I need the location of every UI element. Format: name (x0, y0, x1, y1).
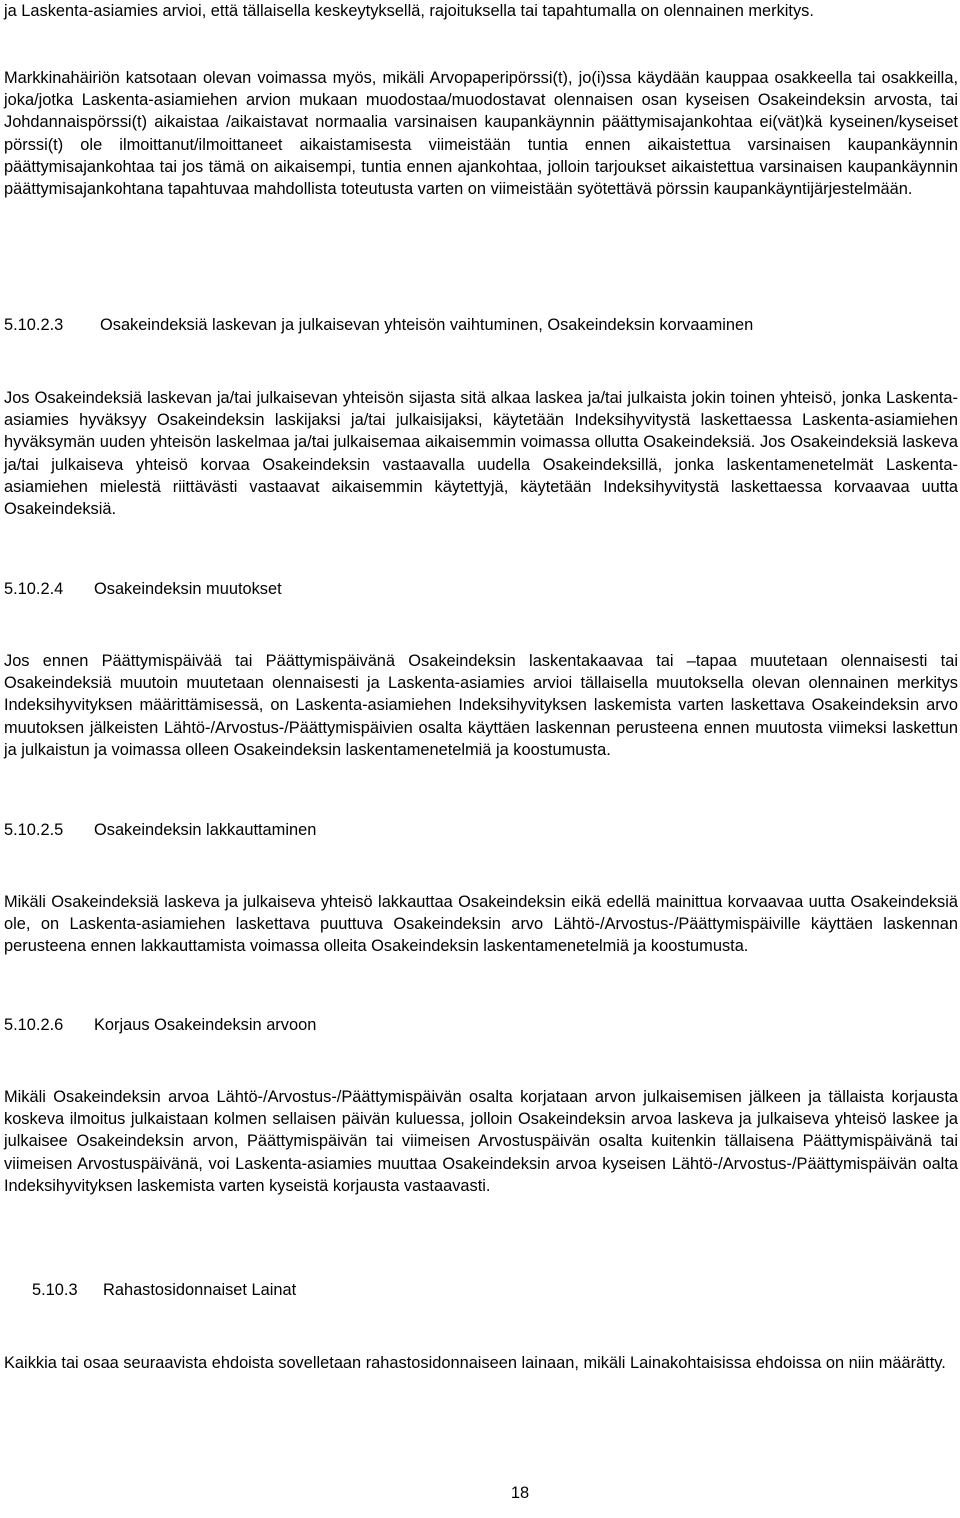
body-paragraph: Markkinahäiriön katsotaan olevan voimassa myös, mikäli Arvopaperipörssi(t), jo(i)ssa käydään kauppaa osakkeella tai osakkeilla, joka/jotka Laskenta-asiamiehen arvion mukaan muodostaa/muodostavat olennaisen osan kyseisen Osakeindeksin arvosta, tai Johdannaispörssi(t) aikaistaa /aikaistavat normaalia varsinaisen kaupankäynnin päättymisajankohtaa ei(vät)kä kyseinen/kyseiset pörssi(t) ole ilmoittanut/ilmoittaneet aikaistamisesta viimeistään tuntia ennen aikaistettua varsinaisen kaupankäynnin päättymisajankohtaa tai jos tämä on aikaisempi, tuntia ennen ajankohtaa, jolloin tarjoukset aikaistettua varsinaisen kaupankäynnin päättymisajankohtana tapahtuvaa mahdollista toteutusta varten on viimeistään syötettävä pörssin kaupankäyntijärjestelmään. (4, 69, 958, 199)
body-paragraph: Kaikkia tai osaa seuraavista ehdoista sovelletaan rahastosidonnaiseen lainaan, mikäli Lainakohtaisissa ehdoissa on niin määrätty. (4, 1354, 946, 1372)
section-title: Osakeindeksin lakkauttaminen (94, 821, 317, 839)
body-paragraph: Jos ennen Päättymispäivää tai Päättymispäivänä Osakeindeksin laskentakaavaa tai –tapaa muutetaan olennaisesti tai Osakeindeksiä muutoin muutetaan olennaisesti ja Laskenta-asiamies arvioi tällaisella muutoksella olevan olennainen merkitys Indeksihyvityksen määrittämisessä, on Laskenta-asiamiehen Indeksihyvityksen laskemista varten laskettava Osakeindeksin arvo muutoksen jälkeisten Lähtö-/Arvostus-/Päättymispäivien osalta käyttäen laskennan perusteena ennen muutosta viimeksi laskettun ja julkaistun ja voimassa olleen Osakeindeksin laskentamenetelmiä ja koostumusta. (4, 652, 958, 759)
section-title: Osakeindeksin muutokset (94, 580, 282, 598)
section-number: 5.10.2.3 (4, 316, 64, 334)
section-number: 5.10.2.6 (4, 1016, 64, 1034)
section-number: 5.10.2.4 (4, 580, 64, 598)
section-heading (4, 819, 316, 841)
section-title: Rahastosidonnaiset Lainat (103, 1281, 297, 1299)
section-heading (32, 1279, 296, 1301)
section-number: 5.10.2.5 (4, 821, 64, 839)
section-heading (4, 578, 282, 600)
section-title: Osakeindeksiä laskevan ja julkaisevan yhteisön vaihtuminen, Osakeindeksin korvaaminen (100, 316, 754, 334)
page-number: 18 (510, 1484, 530, 1502)
body-paragraph: ja Laskenta-asiamies arvioi, että tällaisella keskeytyksellä, rajoituksella tai tapahtumalla on olennainen merkitys. (4, 2, 814, 20)
section-heading (4, 314, 753, 336)
section-number: 5.10.3 (32, 1281, 78, 1299)
body-paragraph: Mikäli Osakeindeksin arvoa Lähtö-/Arvostus-/Päättymispäivän osalta korjataan arvon julkaisemisen jälkeen ja tällaista korjausta koskeva ilmoitus julkaistaan kolmen sellaisen päivän kuluessa, jolloin Osakeindeksin arvoa laskeva ja julkaiseva yhteisö laskee ja julkaisee Osakeindeksin arvon, Päättymispäivän tai viimeisen Arvostuspäivän osalta kuitenkin tällaisena Päättymispäivänä tai viimeisen Arvostuspäivänä, voi Laskenta-asiamies muuttaa Osakeindeksin arvoa kyseisen Lähtö-/Arvostus-/Päättymispäivän oalta Indeksihyvityksen laskemista varten kyseistä korjausta vastaavasti. (4, 1088, 958, 1195)
body-paragraph: Jos Osakeindeksiä laskevan ja/tai julkaisevan yhteisön sijasta sitä alkaa laskea ja/tai julkaista jokin toinen yhteisö, jonka Laskenta-asiamies hyväksyy Osakeindeksin laskijaksi ja/tai julkaisijaksi, käytetään Indeksihyvitystä laskettaessa Laskenta-asiamiehen hyväksymän uuden yhteisön laskelmaa ja/tai julkaisemaa aikaisemmin voimassa ollutta Osakeindeksiä. Jos Osakeindeksiä laskeva ja/tai julkaiseva yhteisö korvaa Osakeindeksin vastaavalla uudella Osakeindeksillä, jonka laskentamenetelmät Laskenta-asiamiehen mielestä riittävästi vastaavat aikaisemmin käytettyjä, käytetään Indeksihyvitystä laskettaessa korvaavaa uutta Osakeindeksiä. (4, 389, 958, 519)
section-title: Korjaus Osakeindeksin arvoon (94, 1016, 317, 1034)
section-heading (4, 1014, 316, 1036)
body-paragraph: Mikäli Osakeindeksiä laskeva ja julkaiseva yhteisö lakkauttaa Osakeindeksin eikä edellä mainittua korvaavaa uutta Osakeindeksiä ole, on Laskenta-asiamiehen laskettava puuttuva Osakeindeksin arvo Lähtö-/Arvostus-/Päättymispäiville käyttäen laskennan perusteena ennen lakkauttamista voimassa olleita Osakeindeksin laskentamenetelmiä ja koostumusta. (4, 893, 958, 956)
